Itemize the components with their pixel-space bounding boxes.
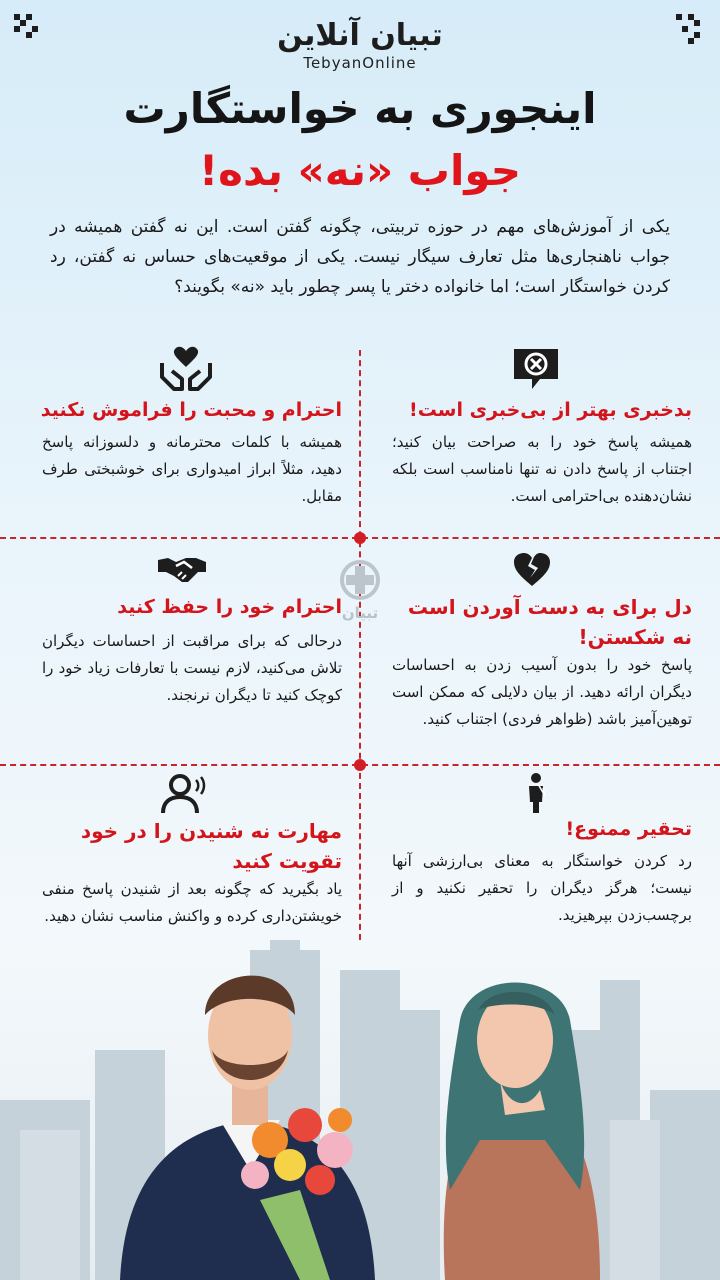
tip-title: بدخبری بهتر از بی‌خبری است!	[409, 399, 692, 421]
tip-title: احترام و محبت را فراموش نکنید	[40, 399, 342, 421]
tip-title: تحقیر ممنوع!	[565, 818, 692, 840]
heart-hands-icon	[158, 345, 214, 393]
broken-heart-icon	[512, 552, 552, 588]
tip-card	[32, 772, 342, 942]
woman-figure	[444, 983, 600, 1280]
person-thinking-icon	[524, 772, 548, 814]
tip-card	[382, 552, 692, 757]
divider-dot	[354, 532, 366, 544]
tip-card	[382, 345, 692, 530]
page-subtitle: جواب «نه» بده!	[199, 146, 521, 195]
handshake-icon	[156, 552, 208, 588]
person-listening-icon	[160, 772, 206, 814]
illustration-couple	[0, 940, 720, 1280]
tip-body: همیشه پاسخ خود را به صراحت بیان کنید؛ اجتناب از پاسخ دادن نه تنها نامناسب است بلکه نشان‌دهنده بی‌احترامی است.	[392, 433, 692, 505]
watermark-text: تبیان	[341, 604, 379, 622]
tip-card	[32, 345, 342, 530]
logo-english: TebyanOnline	[303, 54, 417, 72]
watermark-logo-icon	[340, 560, 380, 600]
tip-body: درحالی که برای مراقبت از احساسات دیگران تلاش می‌کنید، لازم نیست با تعارفات زیاد خود را کوچک کنید تا دیگران نرنجند.	[42, 632, 342, 704]
tip-card	[32, 552, 342, 757]
no-speech-bubble-icon	[510, 345, 562, 393]
tip-card	[382, 772, 692, 942]
tip-body: رد کردن خواستگار به معنای بی‌ارزشی آنها نیست؛ هرگز دیگران را تحقیر نکنید و از برچسب‌زدن بپرهیزید.	[392, 852, 692, 924]
tip-title: مهارت نه شنیدن را در خود تقویت کنید	[80, 819, 342, 873]
tip-body: یاد بگیرید که چگونه بعد از شنیدن پاسخ منفی خویشتن‌داری کرده و واکنش مناسب نشان دهید.	[42, 880, 342, 925]
divider-dot	[354, 759, 366, 771]
tip-body: همیشه با کلمات محترمانه و دلسوزانه پاسخ دهید، مثلاً ابراز امیدواری برای خوشبختی طرف مقابل.	[42, 433, 342, 505]
page-title: اینجوری به خواستگارت	[123, 84, 597, 133]
tip-title: دل برای به دست آوردن است نه شکستن!	[407, 595, 692, 649]
divider-vertical	[359, 350, 361, 940]
logo-persian: تبیان آنلاین	[277, 18, 443, 53]
intro-paragraph: یکی از آموزش‌های مهم در حوزه تربیتی، چگونه گفتن است. این نه گفتن همیشه در جواب ناهنجاری‌ها مثل تعارف سیگار نیست. یکی از موقعیت‌های حساس نه گفتن، رد کردن خواستگار است؛ اما خانواده دختر یا پسر چطور باید «نه» بگویند؟	[50, 217, 670, 297]
tip-title: احترام خود را حفظ کنید	[117, 596, 342, 618]
tip-body: پاسخ خود را بدون آسیب زدن به احساسات دیگران ارائه دهید. از بیان دلایلی که ممکن است توهین‌آمیز باشد (ظواهر فردی) اجتناب کنید.	[392, 656, 692, 728]
